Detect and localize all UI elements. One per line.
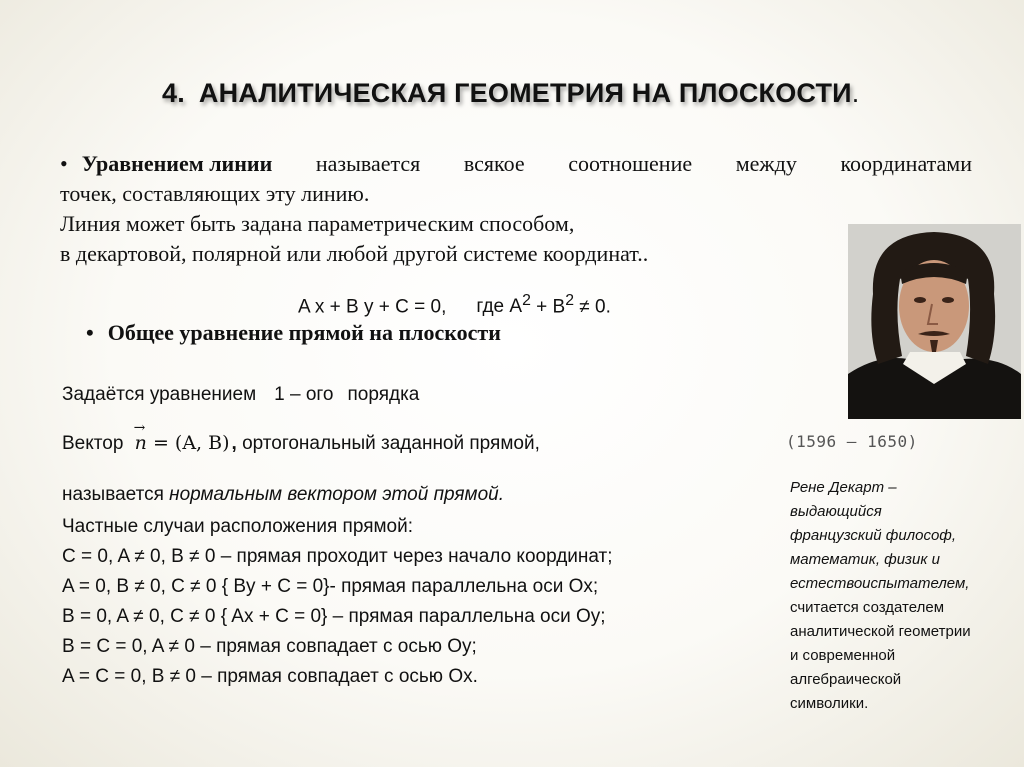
descartes-bio bbox=[790, 476, 990, 716]
vector-prefix: Вектор bbox=[62, 433, 124, 454]
equation-where: где A bbox=[476, 296, 523, 318]
def-word: координатами bbox=[840, 151, 972, 176]
special-cases bbox=[62, 512, 613, 692]
def-word: называется bbox=[315, 151, 421, 176]
title-dot: . bbox=[851, 78, 860, 108]
general-equation bbox=[298, 292, 611, 318]
cases-heading: Частные случаи расположения прямой: bbox=[62, 516, 413, 537]
bio-line: аналитической геометрии bbox=[790, 623, 971, 640]
normal-italic: нормальным вектором этой прямой. bbox=[169, 484, 504, 505]
vector-formula bbox=[133, 420, 230, 454]
case-item: C = 0, A ≠ 0, B ≠ 0 – прямая проходит через начало координат; bbox=[62, 546, 613, 567]
equation-tail: ≠ 0. bbox=[574, 296, 611, 318]
def-word: соотношение bbox=[568, 151, 693, 176]
case-item: B = C = 0, A ≠ 0 – прямая совпадает с осью Oy; bbox=[62, 636, 477, 657]
line-equation-heading bbox=[86, 318, 501, 348]
case-item: A = C = 0, B ≠ 0 – прямая совпадает с осью Ox. bbox=[62, 666, 478, 687]
normal-prefix: называется bbox=[62, 484, 170, 505]
case-item: A = 0, B ≠ 0, C ≠ 0 { By + C = 0}- прямая параллельна оси Ox; bbox=[62, 576, 599, 597]
bullet-dot: • bbox=[60, 151, 68, 176]
definition-line: в декартовой, полярной или любой другой системе координат.. bbox=[60, 241, 649, 266]
portrait-image bbox=[848, 224, 1021, 419]
def-word: между bbox=[735, 151, 797, 176]
order-word: порядка bbox=[347, 384, 420, 405]
order-line bbox=[62, 384, 419, 406]
bio-line: и современной bbox=[790, 647, 896, 664]
order-text: Задаётся уравнением bbox=[62, 384, 257, 405]
normal-vector-line bbox=[62, 484, 504, 506]
bio-line: французский философ, bbox=[790, 527, 957, 544]
case-item: B = 0, A ≠ 0, C ≠ 0 { Ax + C = 0} – прямая параллельна оси Oy; bbox=[62, 606, 606, 627]
equation-left: A x + B y + C = 0, bbox=[298, 296, 447, 318]
bio-line: символики. bbox=[790, 695, 869, 712]
def-word: всякое bbox=[463, 151, 525, 176]
section-number: 4. bbox=[162, 78, 185, 108]
bio-line: считается создателем bbox=[790, 599, 945, 616]
equation-mid: + B bbox=[530, 296, 566, 318]
definition-block bbox=[60, 149, 972, 269]
bio-line: математик, физик и bbox=[790, 551, 940, 568]
vector-math: = (A, B) bbox=[146, 432, 230, 454]
bio-line: естествоиспытателем, bbox=[790, 575, 970, 592]
vector-n: n bbox=[134, 432, 147, 454]
vector-arrow: → bbox=[133, 420, 146, 436]
title-text: АНАЛИТИЧЕСКАЯ ГЕОМЕТРИЯ НА ПЛОСКОСТИ bbox=[198, 78, 852, 108]
bullet-dot: • bbox=[86, 320, 94, 345]
order-degree: 1 – ого bbox=[274, 384, 334, 405]
definition-term: Уравнением линии bbox=[81, 151, 273, 176]
definition-line: Линия может быть задана параметрическим способом, bbox=[60, 211, 575, 236]
exponent: 2 bbox=[522, 292, 531, 309]
exponent: 2 bbox=[565, 292, 575, 309]
lifespan-years: (1596 – 1650) bbox=[786, 432, 918, 451]
bio-line: Рене Декарт – bbox=[790, 479, 897, 496]
heading-text: Общее уравнение прямой на плоскости bbox=[107, 320, 501, 345]
bio-line: выдающийся bbox=[790, 503, 882, 520]
page-title bbox=[162, 78, 859, 109]
descartes-portrait bbox=[848, 224, 1021, 419]
vector-line bbox=[62, 420, 540, 455]
definition-line: точек, составляющих эту линию. bbox=[60, 181, 370, 206]
bio-line: алгебраической bbox=[790, 671, 902, 688]
vector-suffix: ортогональный заданной прямой, bbox=[236, 433, 540, 454]
vector-comma: , bbox=[231, 433, 237, 454]
